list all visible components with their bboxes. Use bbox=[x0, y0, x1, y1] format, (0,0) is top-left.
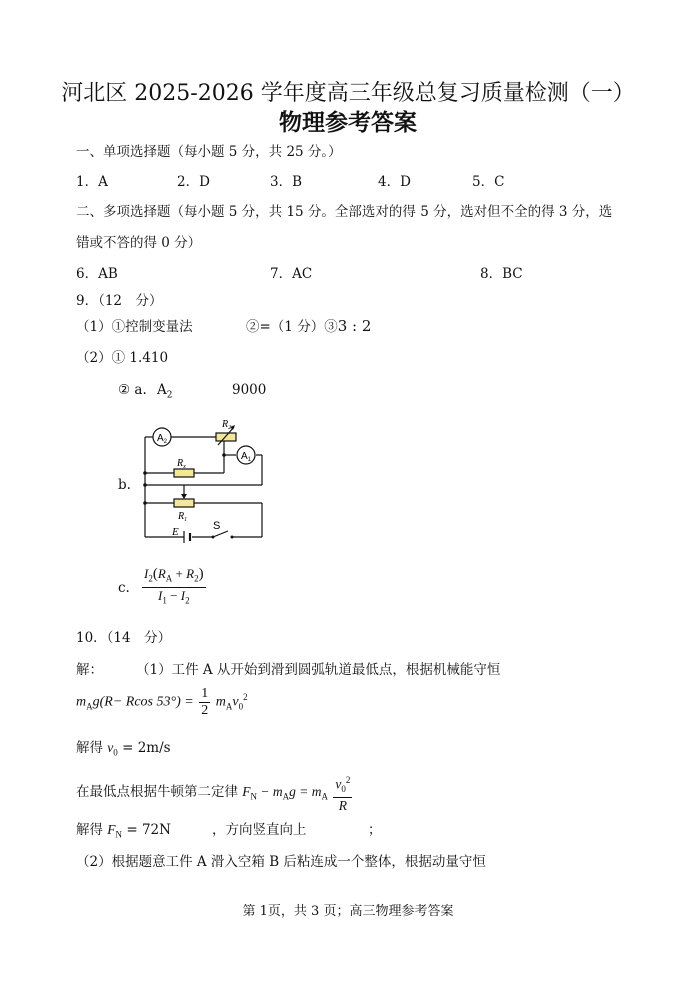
q9-part2a-sub: 2 bbox=[166, 390, 173, 401]
section1-heading: 一、单项选择题（每小题 5 分，共 25 分。） bbox=[76, 144, 342, 160]
q9-part2a-letter: A bbox=[157, 382, 167, 398]
section2-heading-line2: 错或不答的得 0 分） bbox=[76, 235, 202, 251]
q10-part1-text: （1）工件 A 从开始到滑到圆弧轨道最低点，根据机械能守恒 bbox=[136, 662, 501, 678]
q10-result2-end: ； bbox=[368, 822, 382, 838]
q10-solution-label: 解： bbox=[76, 662, 103, 678]
q9-b-label: b. bbox=[118, 477, 131, 493]
resistor-r2-label: $R_2$ bbox=[222, 419, 232, 431]
answer-8: 8．BC bbox=[480, 266, 523, 282]
answer-7: 7．AC bbox=[270, 266, 313, 282]
q9-part2a-value bbox=[157, 382, 173, 401]
meter-a1-label: $A_1$ bbox=[240, 451, 252, 463]
resistor-r1 bbox=[174, 499, 194, 507]
battery-label: E bbox=[172, 526, 179, 538]
formula-numerator: $I_2(R_A + R_2)$ bbox=[142, 566, 206, 588]
answer-4: 4．D bbox=[378, 174, 411, 190]
q9-part2: （2）① 1.410 bbox=[76, 350, 169, 366]
q9-part2a bbox=[118, 382, 173, 401]
answer-1: 1．A bbox=[76, 174, 108, 190]
q10-result2-f: $F_N$ bbox=[107, 822, 123, 840]
q10-title: 10．（14 分） bbox=[76, 630, 172, 646]
q9-c-formula bbox=[140, 566, 208, 608]
q10-newton bbox=[76, 772, 354, 814]
q10-result2 bbox=[76, 818, 171, 840]
answer-6: 6．AB bbox=[76, 266, 118, 282]
q9-part1-a: （1）①控制变量法 bbox=[76, 319, 193, 335]
q10-result2-direction: ，方向竖直向上 bbox=[212, 822, 307, 838]
q10-part2-text: （2）根据题意工件 A 滑入空箱 B 后粘连成一个整体，根据动量守恒 bbox=[76, 854, 486, 870]
q10-result2-value: = 72N bbox=[126, 822, 171, 838]
resistor-r1-label: $R_1$ bbox=[178, 511, 188, 523]
q10-result1-v: $v_0$ bbox=[107, 740, 118, 758]
q9-part2a-number: 9000 bbox=[232, 382, 267, 398]
meter-a2-label: $A_2$ bbox=[156, 433, 168, 445]
q10-eq1: $m_Ag(R- Rcos$ 53°) = $\frac{1}{2}$ $m_Av_0^2$ bbox=[76, 686, 248, 718]
q10-newton-eq: $F_N - m_Ag = m_A$ $\frac{v_0^2}{R}$ bbox=[242, 784, 354, 799]
page-subtitle: 物理参考答案 bbox=[279, 110, 417, 136]
formula-denominator: $I_1 - I_2$ bbox=[158, 587, 190, 606]
page-footer: 第 1页，共 3 页；高三物理参考答案 bbox=[242, 904, 454, 919]
answer-3: 3．B bbox=[270, 174, 303, 190]
q9-title: 9．（12 分） bbox=[76, 293, 163, 309]
circuit-diagram bbox=[140, 415, 270, 545]
q10-result1 bbox=[76, 736, 171, 758]
q10-result1-label: 解得 bbox=[76, 740, 103, 756]
q10-result1-value: = 2m/s bbox=[122, 740, 171, 756]
q9-part1-b-text: ②=（1 分）③ bbox=[246, 319, 338, 335]
resistor-r2 bbox=[216, 433, 236, 441]
section2-heading-line1: 二、多项选择题（每小题 5 分，共 15 分。全部选对的得 5 分，选对但不全的得 3 分，选 bbox=[76, 204, 613, 220]
q10-newton-text: 在最低点根据牛顿第二定律 bbox=[76, 784, 238, 801]
q9-ratio: 3 : 2 bbox=[337, 317, 372, 335]
resistor-rx bbox=[174, 469, 194, 477]
page-title: 河北区 2025-2026 学年度高三年级总复习质量检测（一） bbox=[61, 81, 635, 106]
switch-label: S bbox=[213, 520, 221, 532]
q10-result2-label: 解得 bbox=[76, 822, 103, 838]
q9-c-label: c. bbox=[118, 580, 130, 596]
q9-part2a-label: ② a. bbox=[118, 382, 147, 398]
answer-2: 2．D bbox=[177, 174, 210, 190]
q9-part1-b bbox=[246, 315, 371, 335]
answer-5: 5．C bbox=[472, 174, 505, 190]
resistor-rx-label: $R_x$ bbox=[177, 458, 186, 470]
